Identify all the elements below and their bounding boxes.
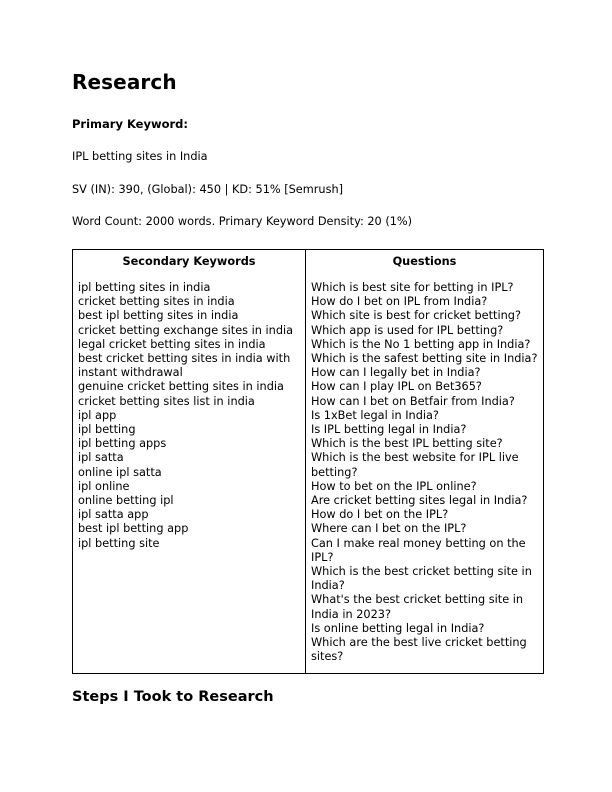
questions-cell (306, 275, 544, 674)
question-item: How can I legally bet in India? (311, 366, 481, 380)
question-item: Which site is best for cricket betting? (311, 309, 521, 323)
question-item: Where can I bet on the IPL? (311, 522, 467, 536)
secondary-keyword-item: ipl app (78, 408, 117, 422)
question-item: Is IPL betting legal in India? (311, 423, 467, 437)
question-item: Which is the safest betting site in India? (311, 352, 538, 366)
question-item: How do I bet on IPL from India? (311, 295, 488, 309)
question-item: How can I bet on Betfair from India? (311, 394, 515, 408)
question-item: Which is the best IPL betting site? (311, 437, 503, 451)
secondary-keyword-item: ipl online (78, 479, 130, 493)
question-item: Can I make real money betting on the IPL? (311, 536, 526, 564)
question-item: Is online betting legal in India? (311, 621, 485, 635)
question-item: How to bet on the IPL online? (311, 479, 477, 493)
secondary-keyword-item: best ipl betting sites in india (78, 309, 239, 323)
question-item: Which are the best live cricket betting sites? (311, 636, 527, 664)
secondary-keyword-item: cricket betting sites in india (78, 295, 235, 309)
steps-heading: Steps I Took to Research (72, 689, 274, 705)
question-item: Which is the best website for IPL live betting? (311, 451, 519, 479)
question-item: Are cricket betting sites legal in India? (311, 494, 528, 508)
question-item: What's the best cricket betting site in India in 2023? (311, 593, 524, 621)
question-item: Which is the No 1 betting app in India? (311, 337, 531, 351)
secondary-keyword-item: ipl betting (78, 423, 136, 437)
secondary-keyword-item: ipl satta app (78, 508, 149, 522)
question-item: Is 1xBet legal in India? (311, 408, 439, 422)
question-item: How can I play IPL on Bet365? (311, 380, 482, 394)
secondary-keywords-header: Secondary Keywords (73, 250, 306, 276)
table-header-row (73, 250, 544, 276)
secondary-keyword-item: cricket betting sites list in india (78, 394, 255, 408)
secondary-keyword-item: ipl satta (78, 451, 124, 465)
secondary-keyword-item: ipl betting sites in india (78, 281, 211, 294)
question-item: Which is the best cricket betting site in India? (311, 565, 532, 593)
secondary-keywords-cell (73, 275, 306, 674)
secondary-keyword-item: online ipl satta (78, 465, 162, 479)
secondary-keyword-item: cricket betting exchange sites in india (78, 323, 294, 337)
secondary-keyword-item: ipl betting apps (78, 437, 167, 451)
keywords-table (72, 249, 544, 674)
secondary-keyword-item: genuine cricket betting sites in india (78, 380, 284, 394)
question-item: How do I bet on the IPL? (311, 508, 449, 522)
primary-keyword-value: IPL betting sites in India (72, 150, 208, 163)
secondary-keyword-item: ipl betting site (78, 536, 160, 550)
word-count-text: Word Count: 2000 words. Primary Keyword Density: 20 (1%) (72, 215, 413, 228)
secondary-keyword-item: best cricket betting sites in india with instant withdrawal (78, 352, 291, 380)
secondary-keyword-item: online betting ipl (78, 494, 174, 508)
page-title: Research (72, 70, 177, 94)
question-item: Which app is used for IPL betting? (311, 323, 504, 337)
secondary-keyword-item: best ipl betting app (78, 522, 189, 536)
table-body-row (73, 275, 544, 674)
question-item: Which is best site for betting in IPL? (311, 281, 514, 294)
secondary-keyword-item: legal cricket betting sites in india (78, 337, 266, 351)
search-volume-text: SV (IN): 390, (Global): 450 | KD: 51% [Semrush] (72, 183, 344, 196)
primary-keyword-label: Primary Keyword: (72, 117, 188, 131)
questions-header: Questions (306, 250, 544, 276)
